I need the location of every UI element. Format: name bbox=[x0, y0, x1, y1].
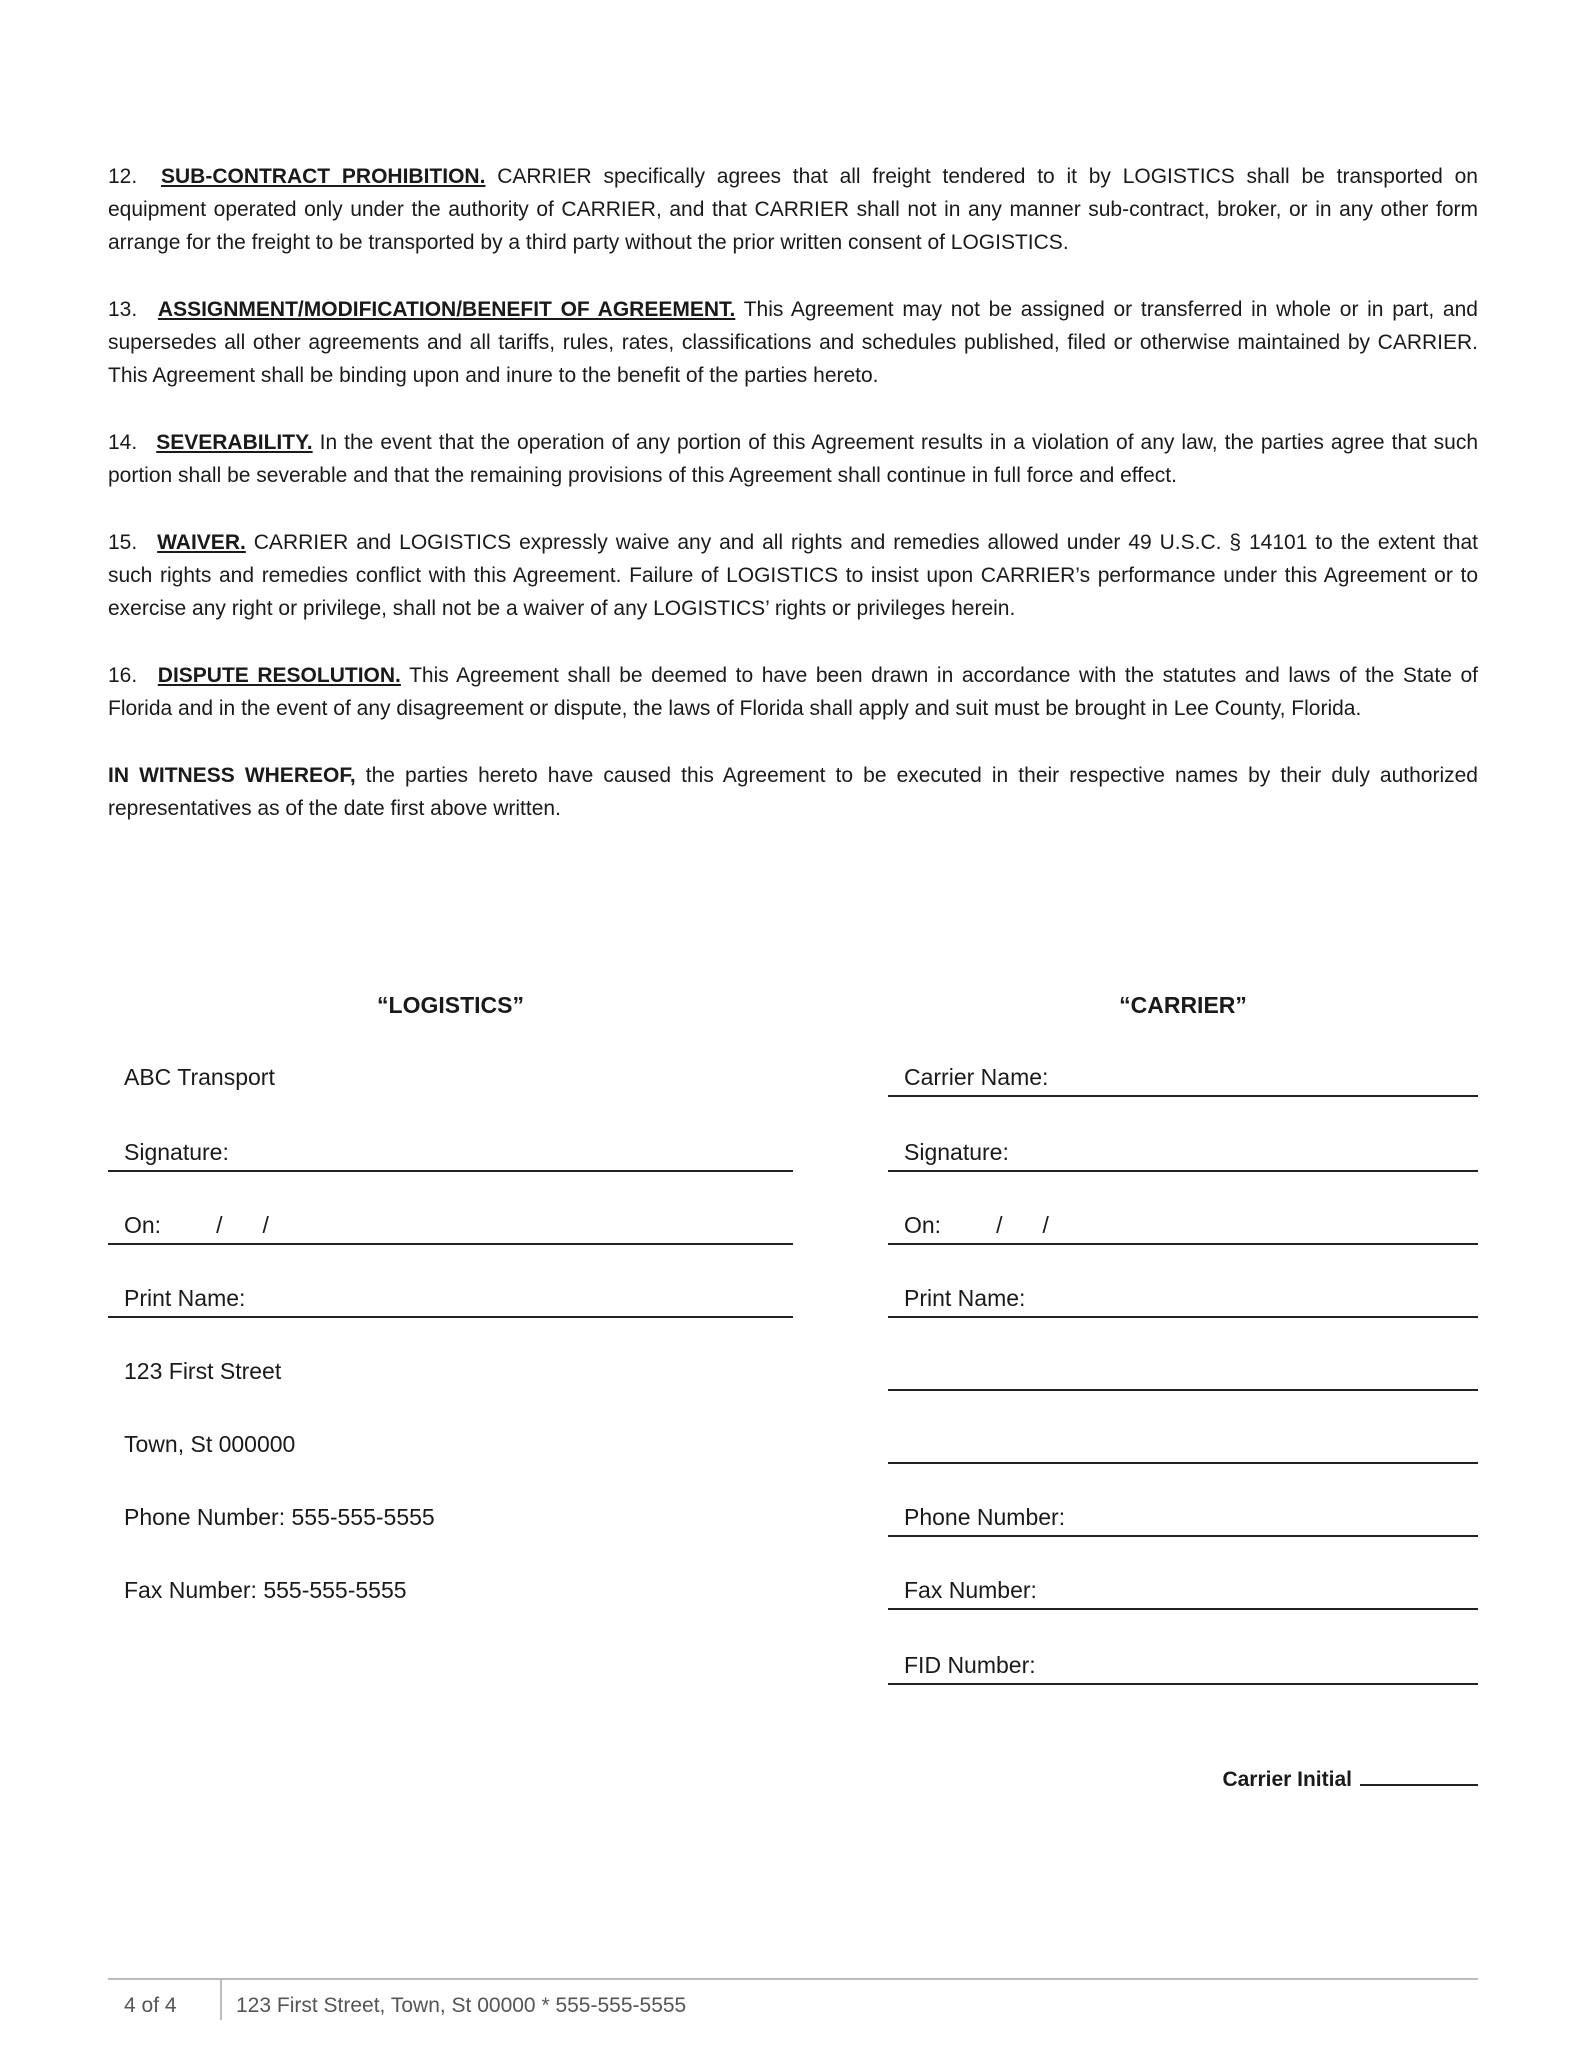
logistics-fax: Fax Number: 555-555-5555 bbox=[124, 1577, 407, 1603]
logistics-address-line2: Town, St 000000 bbox=[124, 1431, 296, 1457]
logistics-title: “LOGISTICS” bbox=[377, 992, 524, 1018]
clause-heading: ASSIGNMENT/MODIFICATION/BENEFIT OF AGREEMENT. bbox=[157, 298, 736, 321]
fax-label: Fax Number: bbox=[904, 1577, 1037, 1603]
carrier-initial bbox=[1222, 1762, 1478, 1795]
logistics-column bbox=[108, 985, 793, 1603]
clause-text: This Agreement may not be assigned or transferred in whole or in part, and supersedes all other agreements and all tariffs, rules, rates, classifications and schedules published, filed or otherwise maintained by CARRIER. This Agreement shall be binding upon and inure to the benefit of the parties hereto. bbox=[108, 298, 1478, 387]
signature-label: Signature: bbox=[124, 1139, 229, 1165]
clause-number: 15. bbox=[108, 531, 138, 554]
logistics-date-field[interactable] bbox=[108, 1205, 793, 1245]
page-number: 4 of 4 bbox=[124, 1994, 177, 2017]
clause-number: 13. bbox=[108, 298, 138, 321]
logistics-phone: Phone Number: 555-555-5555 bbox=[124, 1504, 435, 1530]
clause-number: 14. bbox=[108, 431, 138, 454]
carrier-initial-field[interactable] bbox=[1360, 1762, 1478, 1786]
carrier-address-line1-field[interactable] bbox=[888, 1351, 1478, 1391]
date-separator: / bbox=[216, 1212, 223, 1238]
phone-label: Phone Number: bbox=[904, 1504, 1066, 1530]
clause-text: This Agreement shall be deemed to have been drawn in accordance with the statutes and laws of the State of Florida and in the event of any disagreement or dispute, the laws of Florida shall apply and suit must be brought in Lee County, Florida. bbox=[108, 664, 1478, 720]
carrier-print-name-field[interactable] bbox=[888, 1278, 1478, 1318]
carrier-name-label: Carrier Name: bbox=[904, 1064, 1049, 1090]
witness-lead: IN WITNESS WHEREOF, bbox=[108, 764, 356, 787]
clause-heading: SEVERABILITY. bbox=[156, 431, 313, 454]
agreement-body bbox=[108, 160, 1478, 859]
clause-13 bbox=[108, 293, 1478, 392]
footer-divider bbox=[220, 1980, 222, 2020]
signature-block bbox=[108, 985, 1478, 1745]
logistics-company: ABC Transport bbox=[124, 1064, 275, 1090]
carrier-phone-field[interactable] bbox=[888, 1497, 1478, 1537]
fid-label: FID Number: bbox=[904, 1652, 1036, 1678]
clause-12 bbox=[108, 160, 1478, 259]
carrier-signature-field[interactable] bbox=[888, 1132, 1478, 1172]
clause-heading: WAIVER. bbox=[157, 531, 246, 554]
clause-text: In the event that the operation of any portion of this Agreement results in a violation of any law, the parties agree that such portion shall be severable and that the remaining provisions of this Agreement shall continue in full force and effect. bbox=[108, 431, 1479, 487]
clause-heading: SUB-CONTRACT PROHIBITION. bbox=[160, 165, 486, 188]
clause-number: 16. bbox=[108, 664, 138, 687]
clause-text: CARRIER specifically agrees that all freight tendered to it by LOGISTICS shall be transported on equipment operated only under the authority of CARRIER, and that CARRIER shall not in any manner sub-contract, broker, or in any other form arrange for the freight to be transported by a third party without the prior written consent of LOGISTICS. bbox=[108, 165, 1478, 254]
date-separator: / bbox=[996, 1212, 1003, 1238]
carrier-fax-field[interactable] bbox=[888, 1570, 1478, 1610]
witness-text: the parties hereto have caused this Agreement to be executed in their respective names by their duly authorized representatives as of the date first above written. bbox=[108, 764, 1478, 820]
witness-clause bbox=[108, 759, 1478, 825]
logistics-address-line1: 123 First Street bbox=[124, 1358, 282, 1384]
clause-15 bbox=[108, 526, 1478, 625]
carrier-name-field[interactable] bbox=[888, 1057, 1478, 1097]
clause-number: 12. bbox=[108, 165, 138, 188]
on-label: On: bbox=[904, 1212, 942, 1238]
carrier-fid-field[interactable] bbox=[888, 1645, 1478, 1685]
print-name-label: Print Name: bbox=[124, 1285, 246, 1311]
carrier-address-line2-field[interactable] bbox=[888, 1424, 1478, 1464]
clause-text: CARRIER and LOGISTICS expressly waive any and all rights and remedies allowed under 49 U.S.C. § 14101 to the extent that such rights and remedies conflict with this Agreement. Failure of LOGISTICS to insist upon CARRIER’s performance under this Agreement or to exercise any right or privilege, shall not be a waiver of any LOGISTICS’ rights or privileges herein. bbox=[108, 531, 1479, 620]
date-separator: / bbox=[262, 1212, 269, 1238]
page-footer bbox=[108, 1978, 1478, 2026]
logistics-print-name-field[interactable] bbox=[108, 1278, 793, 1318]
signature-label: Signature: bbox=[904, 1139, 1009, 1165]
print-name-label: Print Name: bbox=[904, 1285, 1026, 1311]
carrier-title: “CARRIER” bbox=[1119, 992, 1247, 1018]
date-separator: / bbox=[1042, 1212, 1049, 1238]
carrier-date-field[interactable] bbox=[888, 1205, 1478, 1245]
clause-14 bbox=[108, 426, 1478, 492]
clause-heading: DISPUTE RESOLUTION. bbox=[157, 664, 401, 687]
carrier-initial-label: Carrier Initial bbox=[1222, 1768, 1352, 1791]
carrier-column bbox=[888, 985, 1478, 1678]
on-label: On: bbox=[124, 1212, 162, 1238]
footer-address: 123 First Street, Town, St 00000 * 555-555-5555 bbox=[236, 1994, 687, 2017]
clause-16 bbox=[108, 659, 1478, 725]
logistics-signature-field[interactable] bbox=[108, 1132, 793, 1172]
